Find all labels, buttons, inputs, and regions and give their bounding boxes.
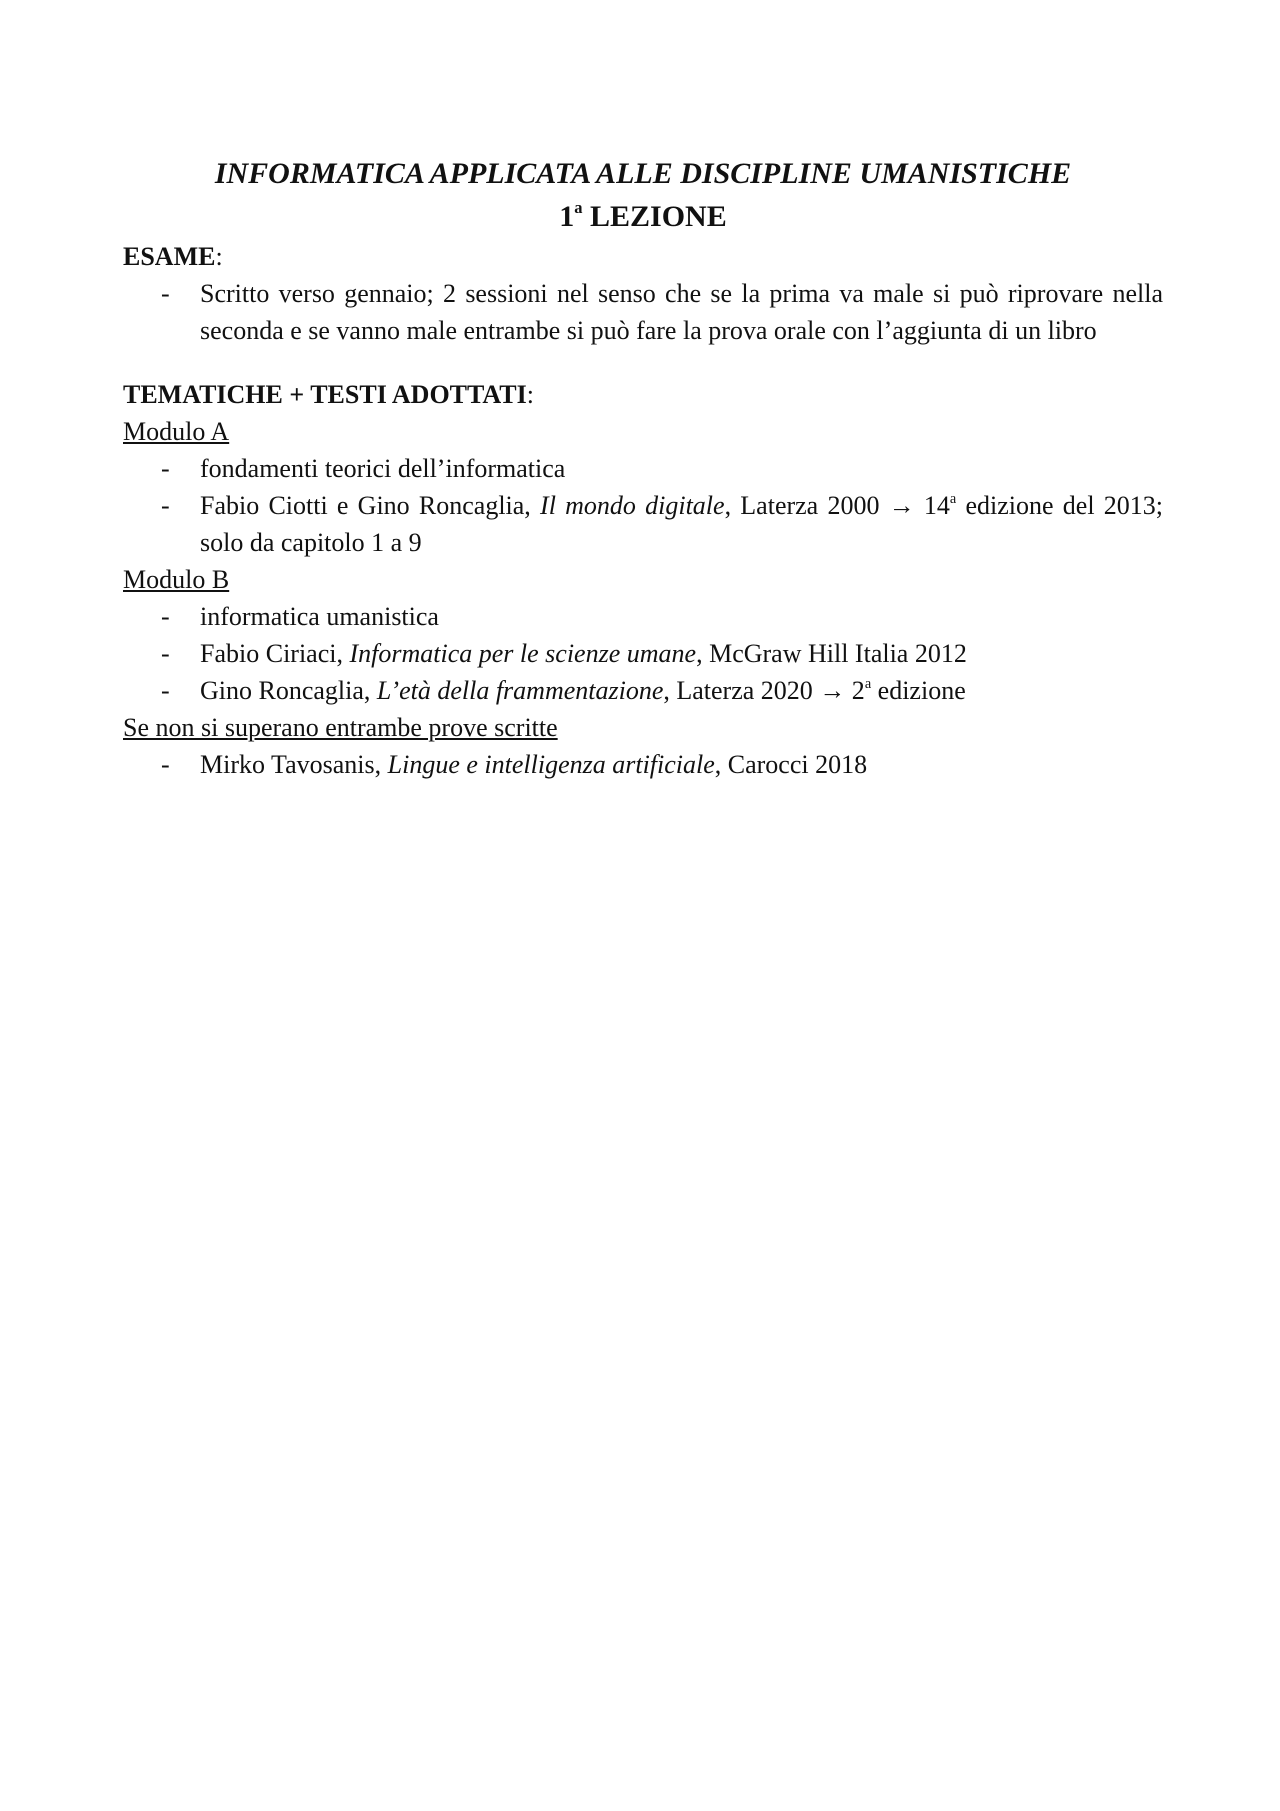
book-publisher: , McGraw Hill Italia 2012 xyxy=(696,639,967,668)
book-authors: Fabio Ciotti e Gino Roncaglia, xyxy=(200,491,541,520)
dash-bullet: - xyxy=(161,454,170,483)
book-title: Il mondo digitale xyxy=(540,491,725,520)
module-b-list xyxy=(123,598,1163,709)
list-item xyxy=(123,746,1163,783)
book-publisher: , Carocci 2018 xyxy=(714,750,868,779)
edition-ordinal: a xyxy=(949,490,957,507)
dash-bullet: - xyxy=(161,676,170,705)
exam-list xyxy=(123,275,1163,349)
book-publisher: , Laterza 2020 → 2 xyxy=(663,676,865,705)
dash-bullet: - xyxy=(161,750,170,779)
fallback-list xyxy=(123,746,1163,783)
book-title: Lingue e intelligenza artificiale xyxy=(387,750,715,779)
module-b-item-1: informatica umanistica xyxy=(200,602,439,631)
book-authors: Mirko Tavosanis, xyxy=(200,750,388,779)
topics-heading-colon: : xyxy=(526,380,534,409)
book-title: Informatica per le scienze umane xyxy=(349,639,697,668)
lesson-ordinal: a xyxy=(574,198,583,218)
exam-heading-colon: : xyxy=(215,242,223,271)
module-a-label: Modulo A xyxy=(123,417,230,446)
book-title: L’età della frammentazione xyxy=(376,676,664,705)
document-page xyxy=(123,152,1163,783)
document-title: INFORMATICA APPLICATA ALLE DISCIPLINE UMANISTICHE xyxy=(214,157,1072,190)
list-item xyxy=(123,635,1163,672)
exam-heading xyxy=(123,238,1163,275)
exam-heading-text: ESAME xyxy=(123,242,216,271)
topics-heading xyxy=(123,376,1163,413)
edition-ordinal: a xyxy=(864,675,872,692)
dash-bullet: - xyxy=(161,491,170,520)
list-item xyxy=(123,275,1163,349)
book-edition: edizione xyxy=(871,676,966,705)
list-item xyxy=(123,598,1163,635)
dash-bullet: - xyxy=(161,279,170,308)
exam-item-text: Scritto verso gennaio; 2 sessioni nel senso che se la prima va male si può riprovare nella seconda e se vanno male entrambe si può fare la prova orale con l’aggiunta di un libro xyxy=(200,279,1163,345)
module-b-label: Modulo B xyxy=(123,565,230,594)
lesson-number: 1 xyxy=(559,200,575,233)
section-gap xyxy=(123,349,1163,376)
dash-bullet: - xyxy=(161,602,170,631)
list-item xyxy=(123,672,1163,709)
fallback-label: Se non si superano entrambe prove scritte xyxy=(123,713,558,742)
lesson-title xyxy=(123,195,1163,238)
book-publisher: , Laterza 2000 → 14 xyxy=(724,491,950,520)
module-a-list xyxy=(123,450,1163,561)
module-a-item-1: fondamenti teorici dell’informatica xyxy=(200,454,566,483)
book-authors: Fabio Ciriaci, xyxy=(200,639,350,668)
dash-bullet: - xyxy=(161,639,170,668)
topics-heading-text: TEMATICHE + TESTI ADOTTATI xyxy=(123,380,527,409)
list-item xyxy=(123,450,1163,487)
list-item xyxy=(123,487,1163,561)
book-authors: Gino Roncaglia, xyxy=(200,676,377,705)
lesson-label: LEZIONE xyxy=(590,200,727,233)
book-edition: edizione del 2013; solo da capitolo 1 a 9 xyxy=(200,491,1163,557)
